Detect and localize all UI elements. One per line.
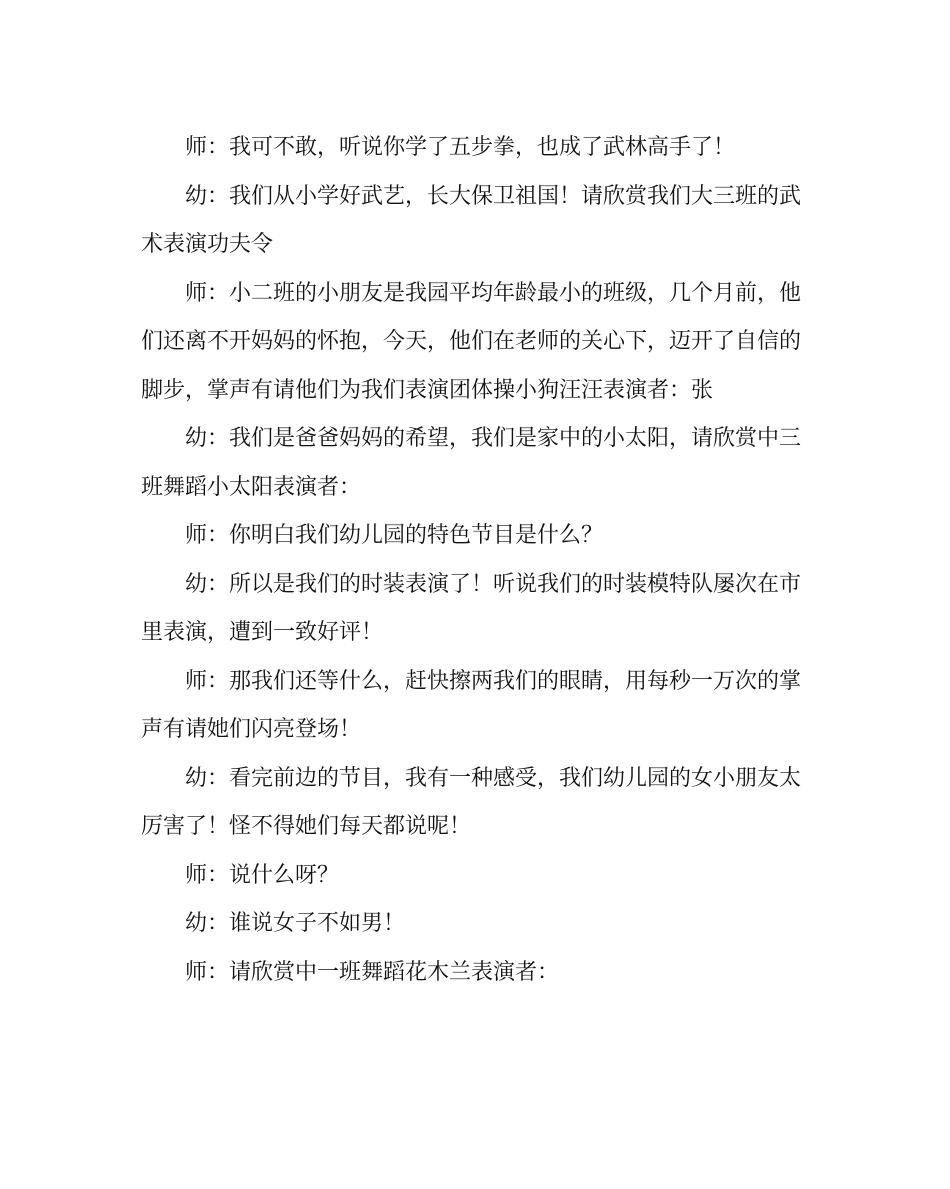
- paragraph-teacher-2: 师：小二班的小朋友是我园平均年龄最小的班级，几个月前，他们还离不开妈妈的怀抱，今天，他们在老师的关心下，迈开了自信的脚步，掌声有请他们为我们表演团体操小狗汪汪表演者：张: [141, 280, 802, 403]
- paragraph-child-3: 幼：所以是我们的时装表演了！听说我们的时装模特队屡次在市里表演，遭到一致好评！: [141, 571, 802, 645]
- paragraph-child-1: 幼：我们从小学好武艺，长大保卫祖国！请欣赏我们大三班的武术表演功夫令: [141, 183, 802, 257]
- paragraph-teacher-4: 师：那我们还等什么，赶快擦两我们的眼睛，用每秒一万次的掌声有请她们闪亮登场！: [141, 668, 802, 742]
- paragraph-child-5: 幼：谁说女子不如男！: [185, 911, 406, 936]
- document-body: [141, 124, 801, 997]
- paragraph-child-2: 幼：我们是爸爸妈妈的希望，我们是家中的小太阳，请欣赏中三班舞蹈小太阳表演者：: [141, 426, 802, 500]
- paragraph-teacher-5: 师：说什么呀？: [185, 862, 340, 888]
- paragraph-teacher-6: 师：请欣赏中一班舞蹈花木兰表演者：: [185, 959, 560, 985]
- paragraph-teacher-3: 师：你明白我们幼儿园的特色节目是什么？: [185, 523, 604, 548]
- paragraph-teacher-1: 师：我可不敢，听说你学了五步拳，也成了武林高手了！: [185, 135, 736, 160]
- paragraph-child-4: 幼：看完前边的节目，我有一种感受，我们幼儿园的女小朋友太厉害了！怪不得她们每天都说呢！: [141, 765, 802, 839]
